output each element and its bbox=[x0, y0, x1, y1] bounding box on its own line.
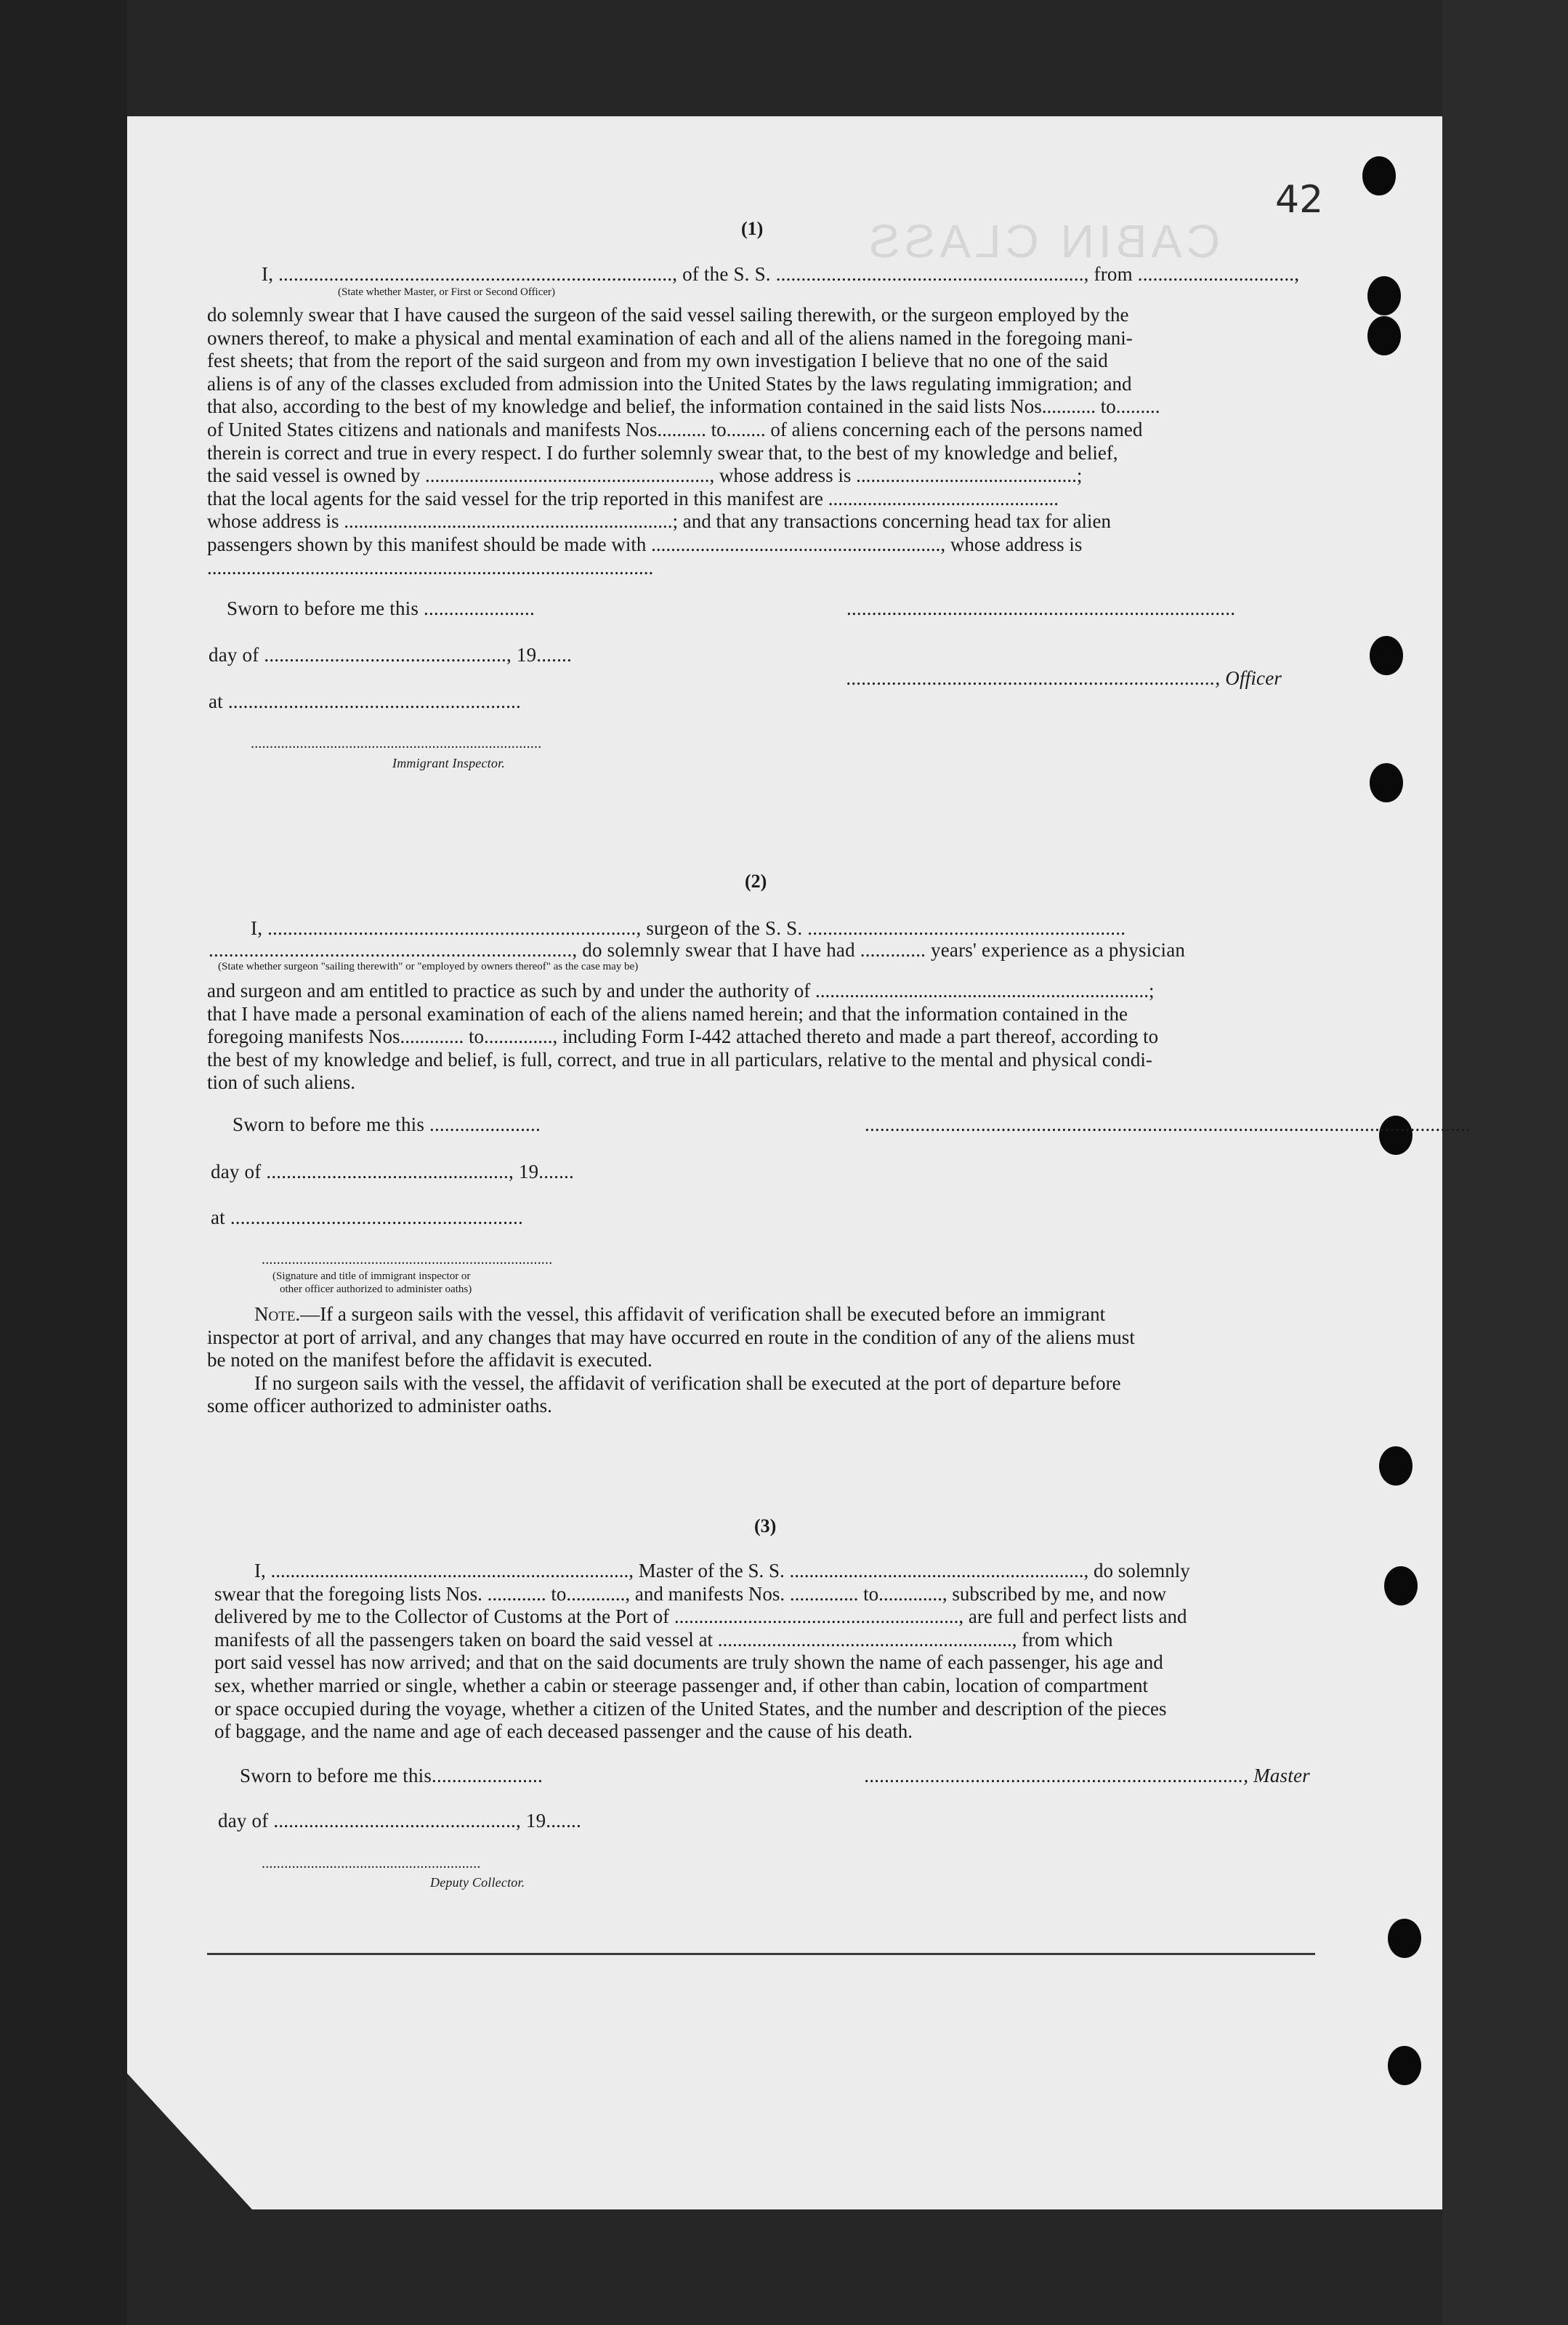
section-1-inspector-line: ............................................................................. bbox=[251, 736, 542, 752]
binder-hole bbox=[1362, 156, 1396, 196]
binder-hole bbox=[1370, 763, 1403, 802]
text-line: passengers shown by this manifest should be made with ..........................................................., whose address is bbox=[207, 533, 1083, 555]
text-line: aliens is of any of the classes excluded from admission into the United States by the laws regulating immigration; and bbox=[207, 372, 1132, 395]
section-2-sworn: Sworn to before me this ...................... bbox=[233, 1113, 541, 1135]
binder-hole bbox=[1367, 276, 1401, 315]
text-line: owners thereof, to make a physical and mental examination of each and all of the aliens named in the foregoing mani- bbox=[207, 326, 1133, 349]
text-line: fest sheets; that from the report of the said surgeon and from my own investigation I believe that no one of the said bbox=[207, 350, 1108, 372]
section-1-sublabel: (State whether Master, or First or Second Officer) bbox=[338, 286, 556, 298]
binder-hole bbox=[1388, 2046, 1421, 2085]
note-line: If no surgeon sails with the vessel, the affidavit of verification shall be executed at the port of departure before bbox=[254, 1371, 1121, 1394]
section-1-officer-label: ........................................................................., Officer bbox=[846, 667, 1282, 689]
binder-hole bbox=[1367, 316, 1401, 355]
text-line: and surgeon and am entitled to practice as such by and under the authority of ....................................................................; bbox=[207, 980, 1155, 1002]
section-1-at: at .......................................................... bbox=[209, 690, 521, 712]
text-line: foregoing manifests Nos............. to.............., including Form I-442 attached thereto and made a part thereof, according to bbox=[207, 1026, 1159, 1048]
section-2-sublabel: (State whether surgeon "sailing therewith" or "employed by owners thereof" as the case may be) bbox=[218, 961, 639, 972]
section-1-line1: I, .............................................................................., of the S. S. ............................................................., from ..............................., bbox=[262, 263, 1300, 285]
section-2-sig-sublabel-2: other officer authorized to administer oaths) bbox=[280, 1284, 472, 1295]
text-line: tion of such aliens. bbox=[207, 1071, 355, 1094]
section-1-day: day of ................................................, 19....... bbox=[209, 644, 572, 666]
section-2-day: day of ................................................, 19....... bbox=[211, 1161, 574, 1182]
section-3-collector-line: .......................................................... bbox=[262, 1855, 481, 1871]
note-line: be noted on the manifest before the affidavit is executed. bbox=[207, 1349, 652, 1371]
text-line: delivered by me to the Collector of Customs at the Port of .........................................................., are full and perfect lists and bbox=[214, 1605, 1187, 1628]
binder-hole bbox=[1388, 1919, 1421, 1958]
note-line: some officer authorized to administer oaths. bbox=[207, 1395, 552, 1417]
text-line: the best of my knowledge and belief, is full, correct, and true in all particulars, relative to the mental and physical condi- bbox=[207, 1048, 1152, 1071]
section-1-sworn: Sworn to before me this ...................... bbox=[227, 597, 535, 619]
text-line: that also, according to the best of my knowledge and belief, the information contained in the said lists Nos........... to......... bbox=[207, 395, 1160, 418]
text-line: swear that the foregoing lists Nos. ............ to............, and manifests Nos. .............. to............., subscribed by me, and now bbox=[214, 1582, 1167, 1605]
text-line: sex, whether married or single, whether a cabin or steerage passenger and, if other than cabin, location of compartment bbox=[214, 1674, 1149, 1696]
scan-border-right bbox=[1442, 0, 1568, 2325]
section-2-line2: ........................................................................, do solemnly swear that I have had ............. years' experience as a physician bbox=[209, 939, 1186, 961]
section-2-line1: I, ........................................................................., surgeon of the S. S. ............................................................... bbox=[251, 917, 1126, 939]
text-line: ........................................................................................... bbox=[207, 556, 654, 579]
section-2-note bbox=[207, 1303, 1319, 1418]
text-line: of United States citizens and nationals and manifests Nos.......... to........ of aliens concerning each of the persons named bbox=[207, 418, 1143, 440]
page-number: 42 bbox=[1275, 178, 1324, 222]
text-line: that I have made a personal examination of each of the aliens named herein; and that the information contained in the bbox=[207, 1002, 1128, 1025]
text-line: that the local agents for the said vessel for the trip reported in this manifest are ............................................... bbox=[207, 487, 1059, 509]
section-3-number: (3) bbox=[754, 1515, 777, 1536]
section-1-officer-line: ............................................................................. bbox=[846, 597, 1236, 619]
section-2-at: at .......................................................... bbox=[211, 1206, 523, 1228]
text-line: port said vessel has now arrived; and that on the said documents are truly shown the name of each passenger, his age and bbox=[214, 1651, 1163, 1674]
note-text: —If a surgeon sails with the vessel, this affidavit of verification shall be executed before an immigrant bbox=[300, 1303, 1106, 1325]
binder-hole bbox=[1379, 1446, 1413, 1486]
section-2-inspector-line: ............................................................................. bbox=[262, 1252, 553, 1268]
bleed-through-stamp: CABIN CLASS bbox=[865, 215, 1221, 267]
section-3-affidavit-text bbox=[214, 1560, 1326, 1744]
text-line: whose address is ...................................................................; and that any transactions concerning head tax for alien bbox=[207, 510, 1111, 533]
section-3-day: day of ................................................, 19....... bbox=[218, 1810, 581, 1832]
scan-border-left bbox=[0, 0, 127, 2325]
text-line: or space occupied during the voyage, whether a citizen of the United States, and the number and description of the pieces bbox=[214, 1697, 1167, 1720]
binder-hole bbox=[1384, 1566, 1418, 1605]
section-1-number: (1) bbox=[741, 218, 764, 239]
section-2-sig-sublabel-1: (Signature and title of immigrant inspector or bbox=[272, 1270, 471, 1282]
section-1-inspector-label: Immigrant Inspector. bbox=[392, 756, 505, 770]
section-3-master: ..........................................................................., Master bbox=[865, 1765, 1310, 1786]
text-line: I, ........................................................................., Master of the S. S. ............................................................, do solemnly bbox=[254, 1560, 1190, 1581]
section-3-sworn: Sworn to before me this...................... bbox=[240, 1765, 543, 1786]
section-3-collector-label: Deputy Collector. bbox=[430, 1875, 525, 1890]
text-line: do solemnly swear that I have caused the surgeon of the said vessel sailing therewith, or the surgeon employed by the bbox=[207, 304, 1129, 326]
note-line bbox=[207, 1303, 1319, 1326]
note-label: Note. bbox=[254, 1303, 301, 1325]
binder-hole bbox=[1370, 636, 1403, 675]
text-line: the said vessel is owned by .........................................................., whose address is .............................................; bbox=[207, 464, 1083, 487]
section-2-affidavit-text bbox=[207, 980, 1319, 1095]
bottom-rule bbox=[207, 1953, 1315, 1955]
section-2-officer-line: ........................................................................................................................ bbox=[865, 1113, 1471, 1135]
text-line: manifests of all the passengers taken on board the said vessel at ............................................................, from which bbox=[214, 1628, 1113, 1651]
section-2-number: (2) bbox=[745, 871, 767, 892]
text-line: therein is correct and true in every respect. I do further solemnly swear that, to the best of my knowledge and belief, bbox=[207, 441, 1118, 464]
text-line: of baggage, and the name and age of each deceased passenger and the cause of his death. bbox=[214, 1720, 913, 1743]
section-1-affidavit-text bbox=[207, 304, 1319, 579]
note-line: inspector at port of arrival, and any changes that may have occurred en route in the condition of any of the aliens must bbox=[207, 1326, 1135, 1348]
